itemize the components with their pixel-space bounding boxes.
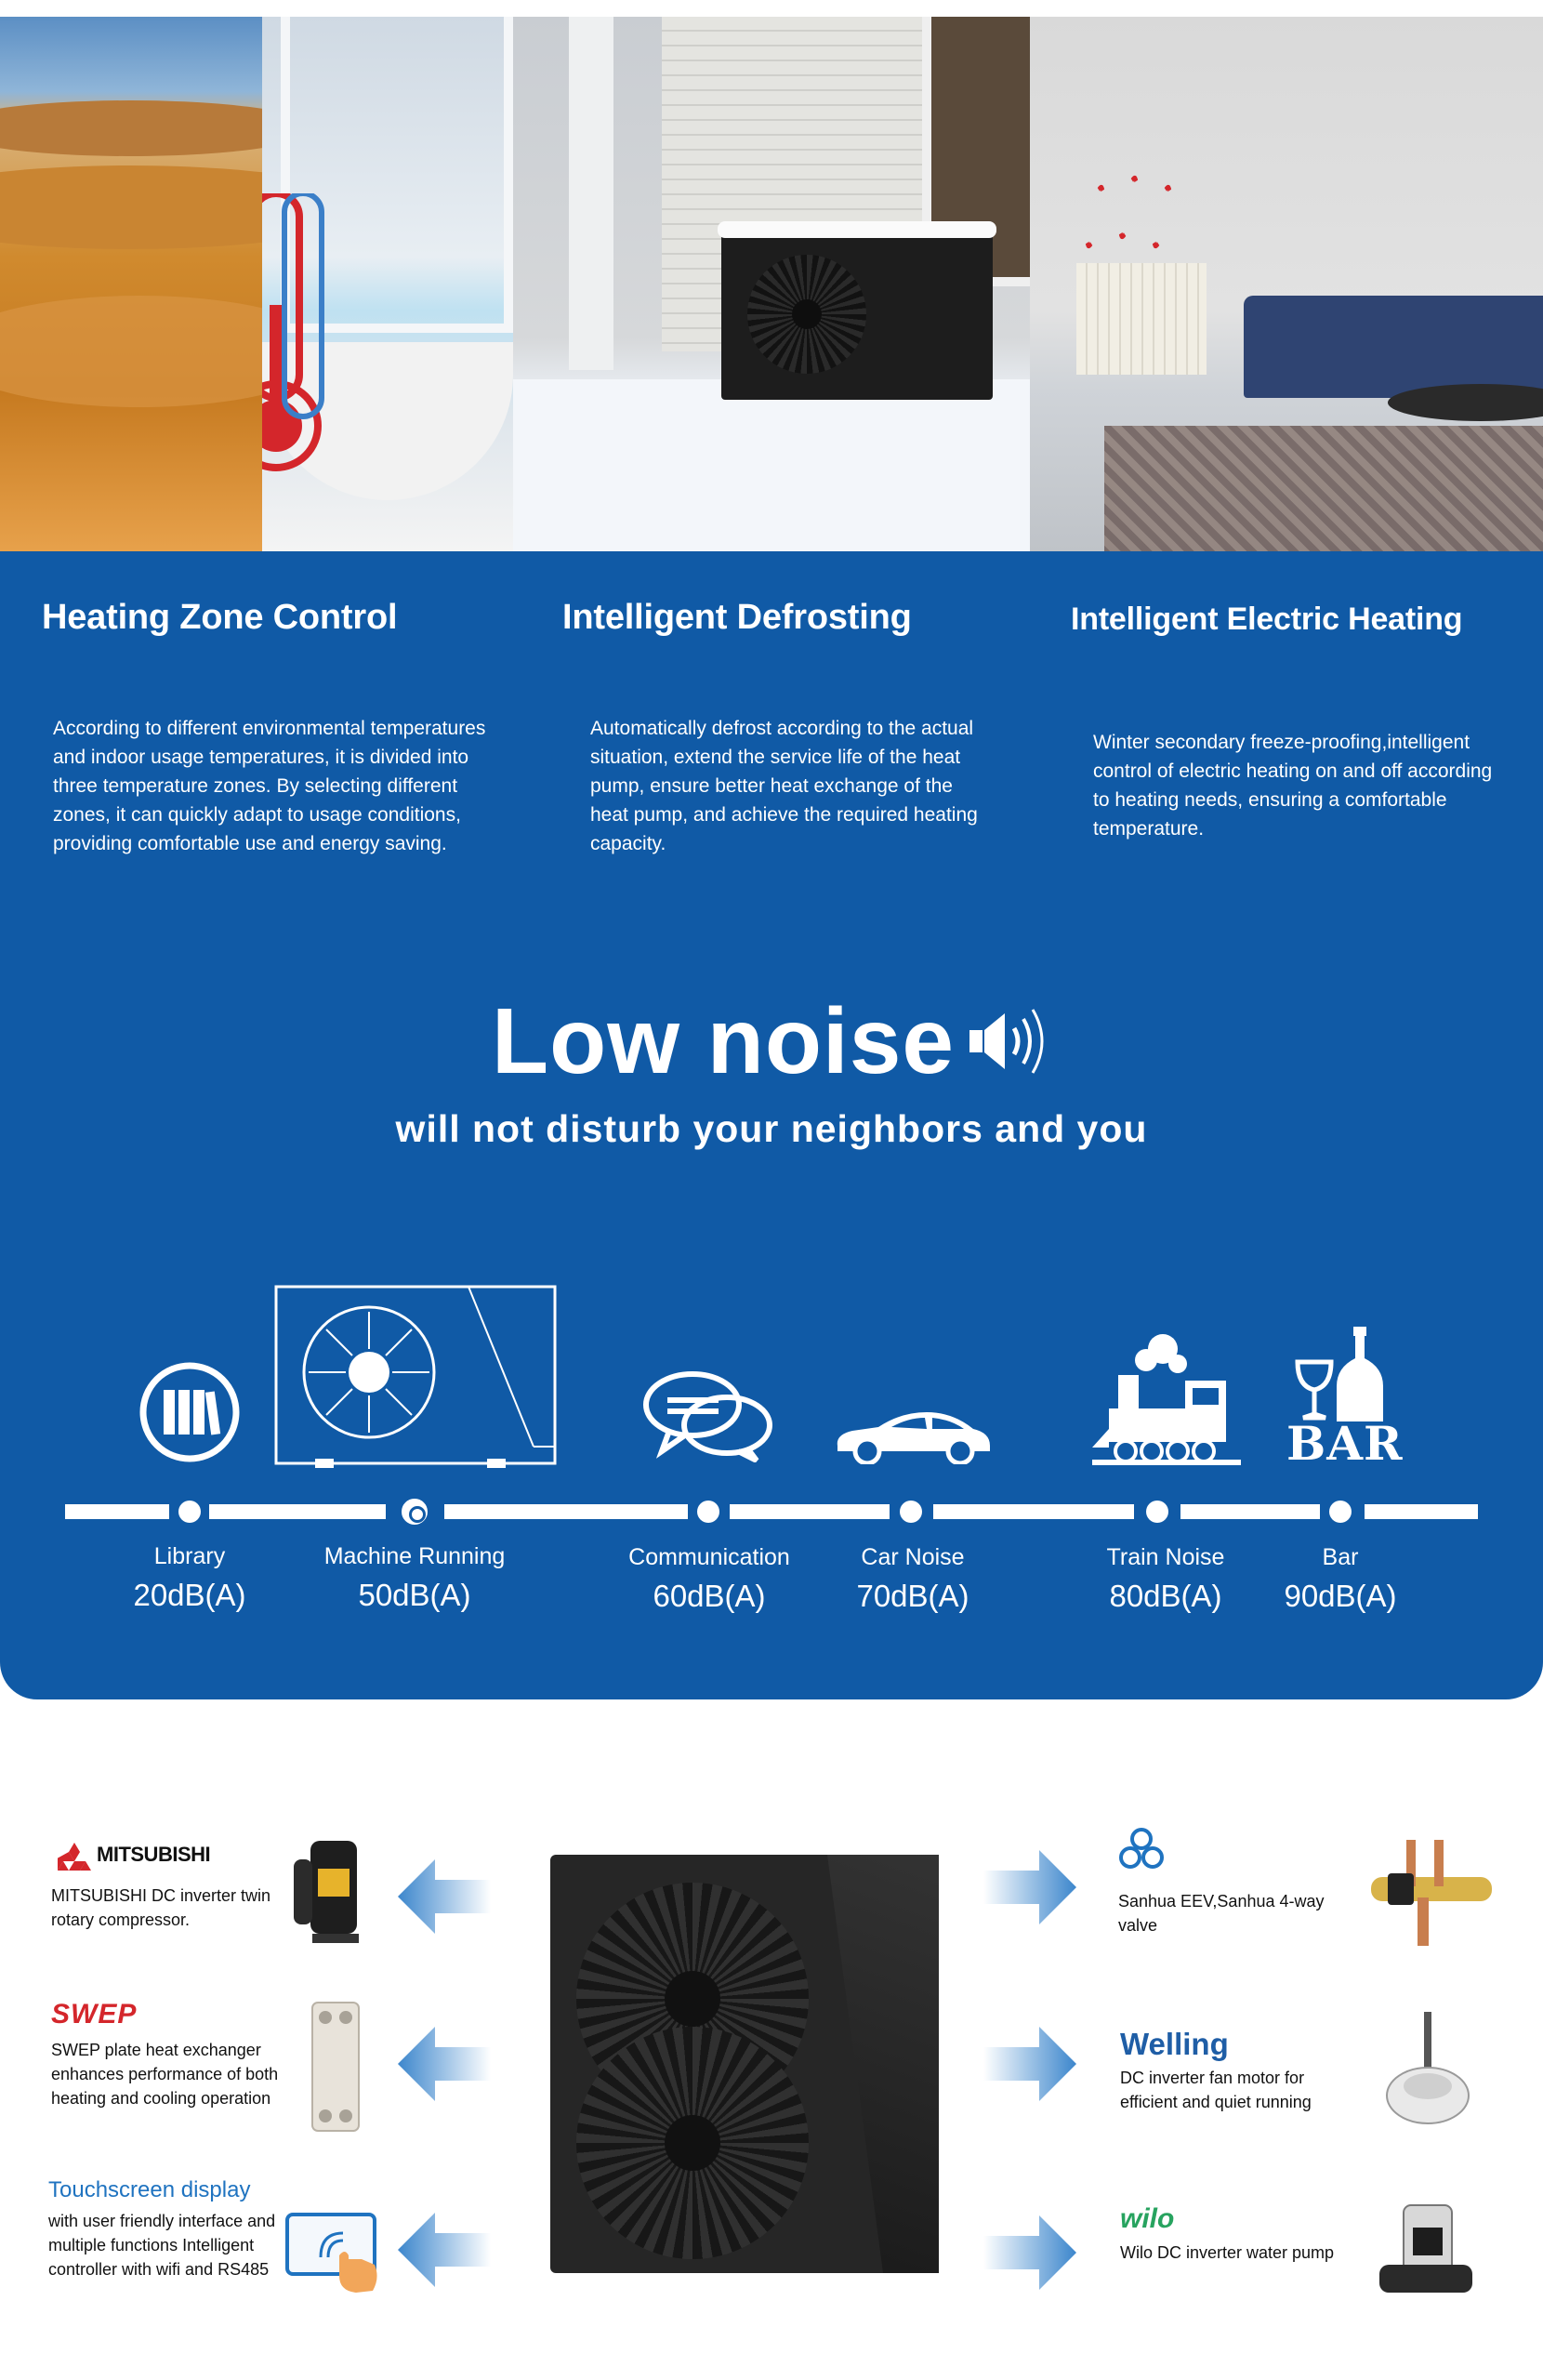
four-way-valve-image [1362, 1836, 1501, 1950]
noise-level-library [87, 1543, 292, 1613]
scale-marker-library [178, 1501, 201, 1523]
compressor-image [290, 1831, 374, 1950]
car-icon [834, 1407, 992, 1464]
library-books-icon [138, 1360, 242, 1464]
feature-photo-strip [0, 17, 1543, 551]
heat-pump-unit-image [550, 1855, 939, 2273]
noise-level-name: Bar [1322, 1544, 1359, 1570]
winter-bath-photo [262, 17, 513, 551]
noise-level-value: 50dB(A) [358, 1578, 471, 1612]
mitsubishi-logo-icon [58, 1843, 91, 1871]
radiator [1076, 263, 1207, 375]
bar-sign-text: BAR [1286, 1416, 1404, 1471]
scale-marker-machine [402, 1499, 428, 1525]
plate-heat-exchanger-image [307, 1999, 364, 2135]
wilo-brand: wilo [1120, 2203, 1175, 2234]
mitsubishi-description: MITSUBISHI DC inverter twin rotary compressor. [51, 1886, 271, 1929]
blue-feature-panel [0, 551, 1543, 1699]
feature-title: Heating Zone Control [42, 598, 398, 637]
noise-level-bar [1238, 1544, 1443, 1614]
living-room-photo [1030, 17, 1543, 551]
wilo-description: Wilo DC inverter water pump [1120, 2243, 1335, 2262]
arrow-left-icon [398, 2213, 491, 2287]
noise-level-value: 20dB(A) [133, 1578, 246, 1612]
thermometer-icon [262, 193, 327, 472]
water-pump-image [1376, 2200, 1478, 2306]
noise-level-value: 90dB(A) [1284, 1579, 1397, 1613]
desert-photo [0, 17, 262, 551]
welling-brand: Welling [1120, 2027, 1229, 2061]
noise-level-name: Train Noise [1106, 1544, 1225, 1570]
welling-description: DC inverter fan motor for efficient and quiet running [1120, 2069, 1312, 2111]
feature-text: Automatically defrost according to the actual situation, extend the service life of the heat pump, ensure better heat exchange of the heat pump, and achieve the required heating capacity. [590, 718, 978, 854]
arrow-right-icon [983, 2215, 1076, 2290]
low-noise-heading: Low noise [492, 989, 955, 1093]
scale-marker-communication [697, 1501, 719, 1523]
touchscreen-description: with user friendly interface and multiple functions Intelligent controller with wifi and RS485 [48, 2212, 276, 2279]
arrow-left-icon [398, 1859, 491, 1934]
noise-level-value: 70dB(A) [856, 1579, 969, 1613]
speech-bubbles-icon [641, 1369, 776, 1462]
train-icon [1092, 1329, 1241, 1468]
noise-level-value: 80dB(A) [1109, 1579, 1222, 1613]
scale-marker-train [1146, 1501, 1168, 1523]
noise-level-name: Car Noise [861, 1544, 965, 1570]
feature-text: Winter secondary freeze-proofing,intelligent control of electric heating on and off according to heating needs, ensuring a comfortable temperature. [1093, 732, 1493, 840]
snowy-heat-pump [721, 231, 993, 400]
speaker-icon [968, 1004, 1051, 1078]
arrow-right-icon [983, 2027, 1076, 2101]
low-noise-title [0, 988, 1543, 1095]
noise-level-machine [312, 1543, 517, 1613]
arrow-right-icon [983, 1850, 1076, 1924]
noise-level-name: Communication [628, 1544, 790, 1570]
feature-heating-zone [42, 598, 486, 854]
swep-brand: SWEP [51, 1999, 138, 2030]
noise-level-value: 60dB(A) [653, 1579, 766, 1613]
fan-motor-image [1381, 2008, 1474, 2129]
scale-marker-car [900, 1501, 922, 1523]
heat-pump-outline-icon [273, 1284, 558, 1470]
wine-bottle-icon [1294, 1325, 1392, 1425]
noise-level-name: Machine Running [323, 1543, 506, 1569]
feature-title: Intelligent Defrosting [562, 598, 912, 637]
sofa [1244, 296, 1543, 398]
feature-electric-heating [1071, 598, 1493, 840]
arrow-left-icon [398, 2027, 491, 2101]
sanhua-description: Sanhua EEV,Sanhua 4-way valve [1118, 1892, 1325, 1935]
swep-description: SWEP plate heat exchanger enhances performance of both heating and cooling operation [51, 2041, 279, 2108]
sanhua-logo-icon [1115, 1824, 1167, 1876]
noise-level-car [811, 1544, 1015, 1614]
defrost-photo [513, 17, 1030, 551]
low-noise-subtitle: will not disturb your neighbors and you [395, 1107, 1148, 1150]
feature-title: Intelligent Electric Heating [1071, 602, 1463, 637]
scale-marker-bar [1329, 1501, 1352, 1523]
mitsubishi-brand: MITSUBISHI [97, 1843, 211, 1866]
noise-level-communication [607, 1544, 811, 1614]
feature-text: According to different environmental temperatures and indoor usage temperatures, it is divided into three temperature zones. By selecting different zones, it can quickly adapt to usage conditions, providing comfortable use and energy saving. [53, 718, 486, 854]
noise-scale-line [65, 1504, 1478, 1519]
touchscreen-icon [284, 2211, 388, 2296]
noise-level-name: Library [153, 1543, 226, 1569]
touchscreen-brand: Touchscreen display [48, 2177, 251, 2202]
noise-level-train [1063, 1544, 1268, 1614]
feature-defrosting [562, 598, 978, 854]
